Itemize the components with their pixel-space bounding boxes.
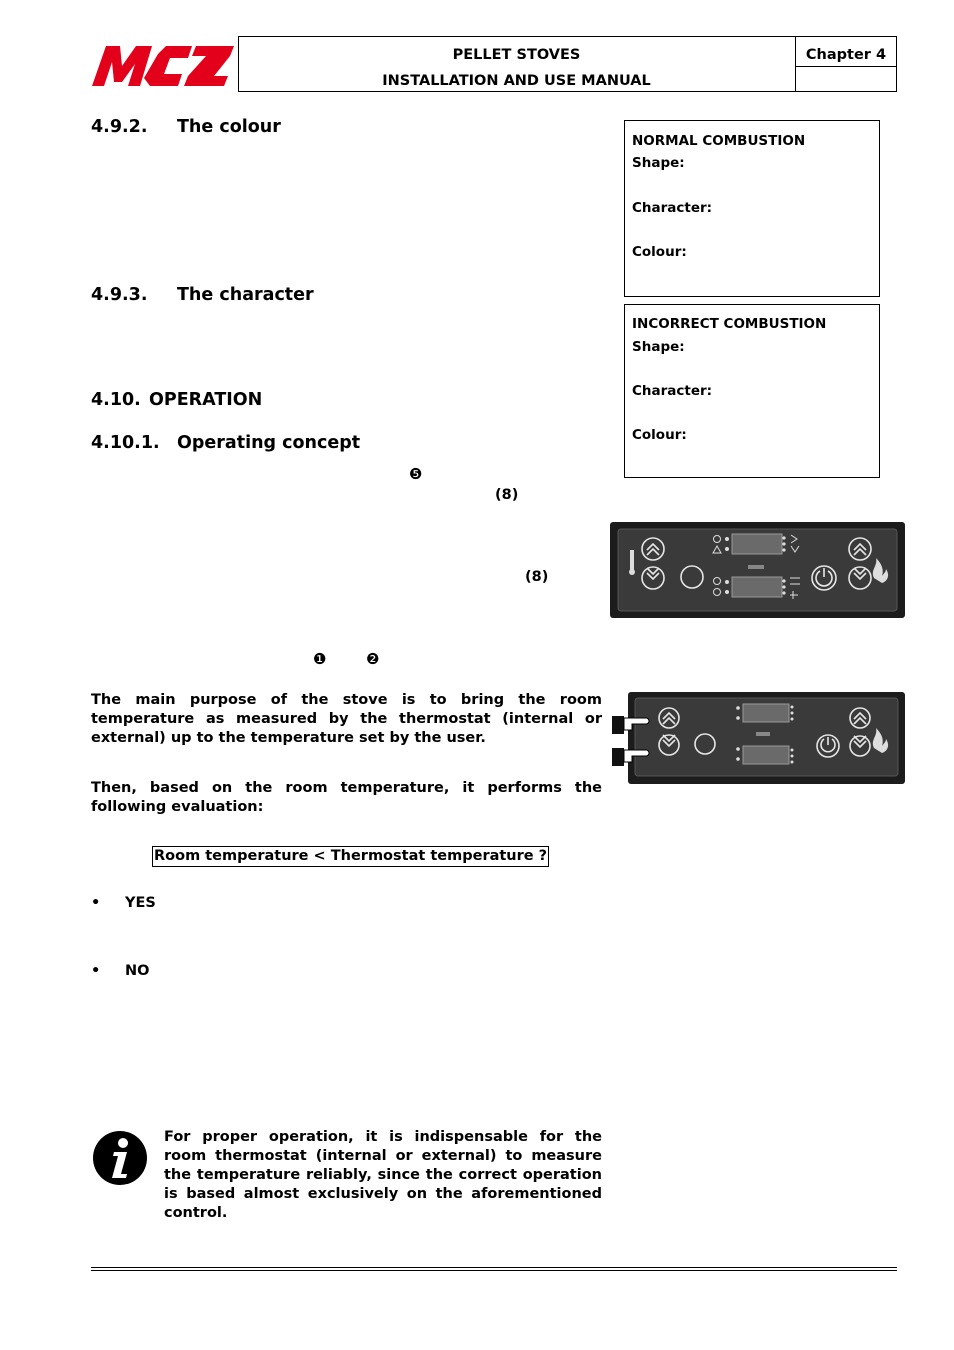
heading-colour-number: 4.9.2. bbox=[91, 117, 148, 137]
heading-operation-number: 4.10. bbox=[91, 390, 141, 410]
footer-rule-bottom bbox=[91, 1270, 897, 1271]
purpose-paragraph: The main purpose of the stove is to bring the room temperature as measured by the thermostat (internal or external) up to the temperature set by the user. bbox=[91, 692, 602, 746]
bullet-dot-yes: • bbox=[91, 895, 101, 911]
heading-colour-title: The colour bbox=[177, 117, 281, 137]
condition-formula: Room temperature < Thermostat temperature ? bbox=[152, 846, 549, 867]
heading-character-number: 4.9.3. bbox=[91, 285, 148, 305]
header-title-line2: INSTALLATION AND USE MANUAL bbox=[382, 73, 651, 89]
info-icon bbox=[92, 1130, 148, 1186]
normal-shape-label: Shape: bbox=[632, 155, 685, 171]
header-title-line1: PELLET STOVES bbox=[452, 47, 581, 63]
ref-8-a: (8) bbox=[495, 487, 519, 503]
mcz-logo bbox=[92, 44, 234, 86]
glyph-1: ❶ bbox=[313, 650, 327, 668]
glyph-5: ❺ bbox=[409, 465, 423, 483]
heading-character-title: The character bbox=[177, 285, 314, 305]
footer-rule-top bbox=[91, 1267, 897, 1268]
heading-concept-title: Operating concept bbox=[177, 433, 361, 453]
header-divider bbox=[795, 36, 796, 92]
heading-character bbox=[91, 285, 314, 305]
no-label: NO bbox=[125, 963, 150, 979]
bullet-dot-no: • bbox=[91, 963, 101, 979]
control-panel-hand-image bbox=[612, 692, 905, 784]
evaluation-paragraph: Then, based on the room temperature, it performs the following evaluation: bbox=[91, 780, 602, 815]
glyph-2: ❷ bbox=[366, 650, 380, 668]
normal-combustion-box bbox=[624, 120, 880, 297]
incorrect-shape-label: Shape: bbox=[632, 339, 685, 355]
heading-operation-title: OPERATION bbox=[149, 390, 263, 410]
heading-colour bbox=[91, 117, 281, 137]
incorrect-combustion-box bbox=[624, 304, 880, 478]
heading-operating-concept bbox=[91, 433, 360, 453]
heading-operation bbox=[91, 390, 262, 410]
header-chapter-divider bbox=[795, 66, 897, 67]
incorrect-character-label: Character: bbox=[632, 383, 713, 399]
chapter-label: Chapter 4 bbox=[805, 47, 887, 63]
yes-label: YES bbox=[125, 895, 156, 911]
normal-character-label: Character: bbox=[632, 200, 713, 216]
normal-colour-label: Colour: bbox=[632, 244, 687, 260]
incorrect-combustion-title: INCORRECT COMBUSTION bbox=[632, 316, 827, 332]
control-panel-image bbox=[610, 522, 905, 618]
incorrect-colour-label: Colour: bbox=[632, 427, 687, 443]
heading-concept-number: 4.10.1. bbox=[91, 433, 160, 453]
ref-8-b: (8) bbox=[525, 569, 549, 585]
info-note: For proper operation, it is indispensable for the room thermostat (internal or external) to measure the temperature reliably, since the correct operation is based almost exclusively on the aforementioned control. bbox=[164, 1129, 602, 1221]
normal-combustion-title: NORMAL COMBUSTION bbox=[632, 133, 806, 149]
